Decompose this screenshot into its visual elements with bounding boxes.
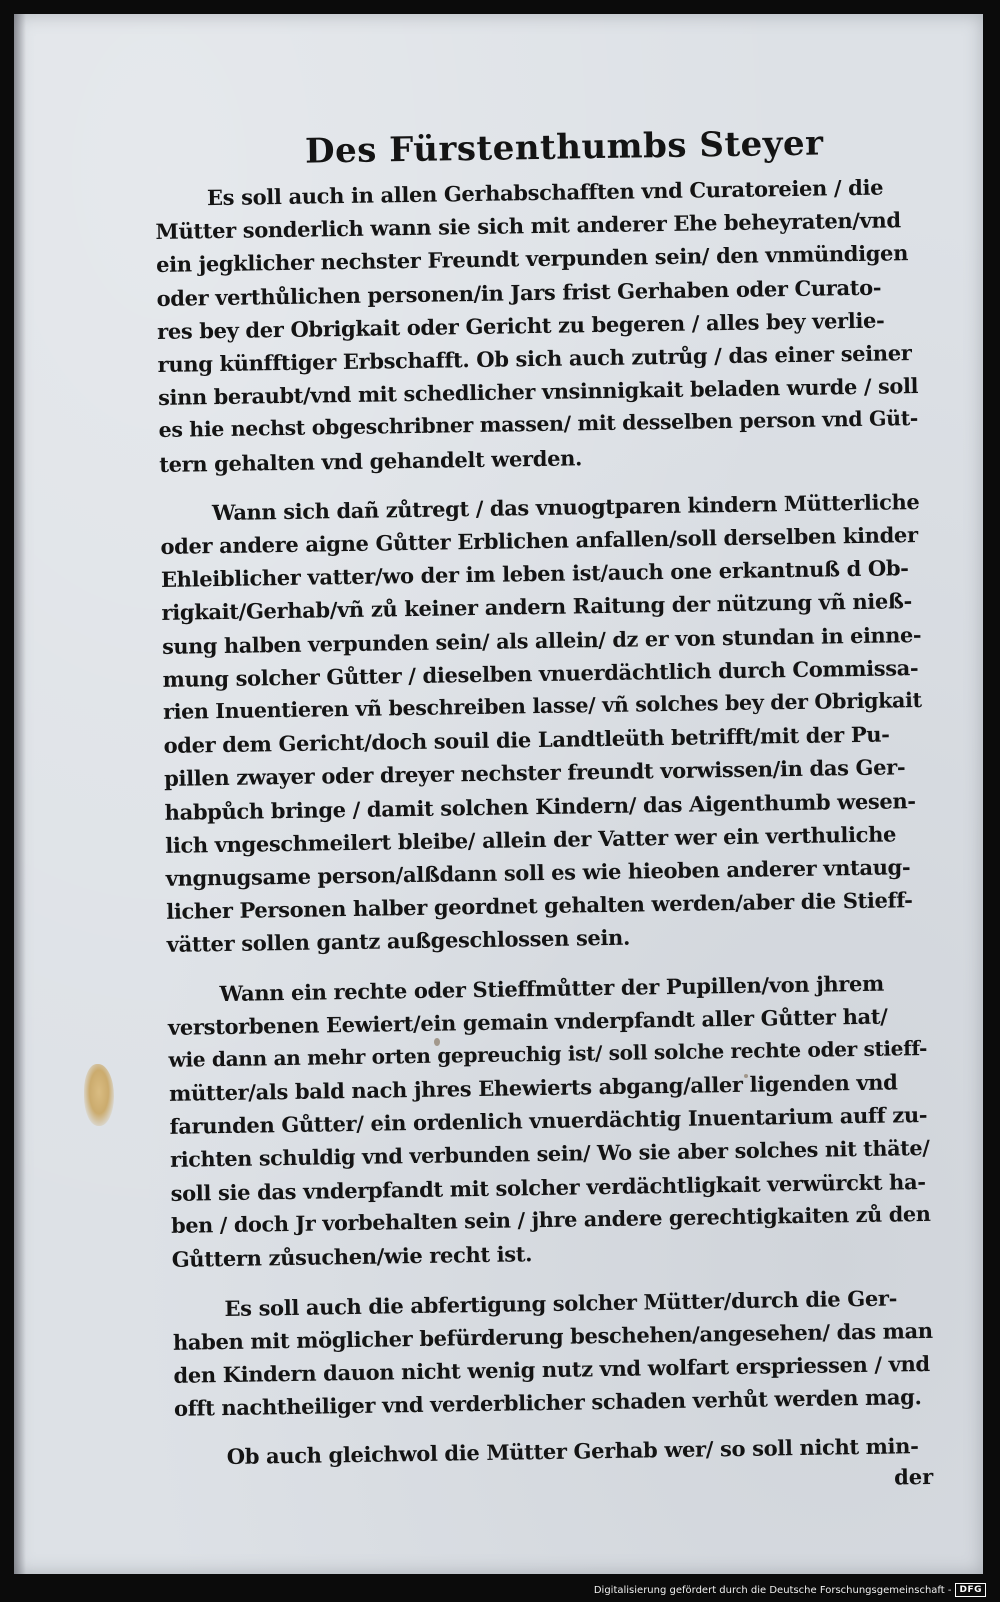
text-line: res bey der Obrigkait oder Gericht zu begeren / alles bey verlie- <box>156 307 885 344</box>
text-line: sung halben verpunden sein/ als allein/ dz er von stundan in einne- <box>161 621 922 659</box>
text-line: Ehleiblicher vatter/wo der im leben ist/auch one erkantnuß d Ob- <box>160 555 909 593</box>
text-line: Ob auch gleichwol die Mütter Gerhab wer/ so soll nicht min- <box>226 1433 919 1470</box>
text-line: wie dann an mehr orten gepreuchig ist/ soll solche rechte oder stieff- <box>168 1036 928 1072</box>
paragraph <box>155 170 920 481</box>
text-line: rien Inuentieren vñ beschreiben lasse/ vñ solches bey der Obrigkait <box>162 688 922 724</box>
text-line: mütter/als bald nach jhres Ehewierts abgang/aller ligenden vnd <box>168 1069 898 1107</box>
text-line: verstorbenen Eewiert/ein gemain vnderpfandt aller Gůtter hat/ <box>167 1003 888 1040</box>
text-line: es hie nechst obgeschribner massen/ mit desselben person vnd Güt- <box>158 406 919 443</box>
text-line: ben / doch Jr vorbehalten sein / jhre andere gerechtigkaiten zů den <box>170 1202 931 1238</box>
text-line: pillen zwayer oder dreyer nechster freundt vorwissen/in das Ger- <box>163 754 906 792</box>
text-line: oder andere aigne Gůtter Erblichen anfallen/soll derselben kinder <box>160 522 918 559</box>
text-line: lich vngeschmeilert bleibe/ allein der Vatter wer ein verthuliche <box>165 821 897 858</box>
text-line: ein jegklicher nechster Freundt verpunden sein/ den vnmündigen <box>155 240 909 278</box>
text-line: sinn beraubt/vnd mit schedlicher vnsinnigkait beladen wurde / soll <box>157 373 919 411</box>
text-line: offt nachtheiliger vnd verderblicher schaden verhůt werden mag. <box>173 1384 922 1421</box>
text-line: rigkait/Gerhab/vñ zů keiner andern Raitung der nützung vñ nieß- <box>161 588 913 626</box>
text-line: oder verthůlichen personen/in Jars frist Gerhaben oder Curato- <box>156 274 882 311</box>
page-text <box>154 120 935 1502</box>
paragraph <box>160 485 927 962</box>
text-line: Wann sich dañ zůtregt / das vnuogtparen kindern Mütterliche <box>211 488 920 525</box>
digitization-footer <box>594 1579 986 1601</box>
text-line: Mütter sonderlich wann sie sich mit anderer Ehe beheyraten/vnd <box>155 207 901 245</box>
funding-credit: Digitalisierung gefördert durch die Deutsche Forschungsgemeinschaft - <box>593 1584 952 1596</box>
paragraph <box>167 966 932 1277</box>
text-line: vngnugsame person/alßdann soll es wie hieoben anderer vntaug- <box>165 854 911 891</box>
book-page <box>14 14 983 1574</box>
text-line: haben mit möglicher befürderung beschehen/angesehen/ das man <box>172 1317 933 1355</box>
running-header: Des Fürstenthumbs Steyer <box>304 123 824 172</box>
text-line: oder dem Gericht/doch souil die Landtleüth betrifft/mit der Pu- <box>163 721 890 759</box>
text-line: richten schuldig vnd verbunden sein/ Wo sie aber solches nit thäte/ <box>169 1135 930 1172</box>
paper-stain <box>84 1064 114 1126</box>
text-line: den Kindern dauon nicht wenig nutz vnd wolfart erspriessen / vnd <box>173 1350 930 1388</box>
binding-shadow <box>14 14 26 1574</box>
text-line: rung künfftiger Erbschafft. Ob sich auch zutrůg / das einer seiner <box>157 340 912 377</box>
text-line: farunden Gůtter/ ein ordenlich vnuerdächtig Inuentarium auff zu- <box>169 1102 928 1140</box>
text-line: vätter sollen gantz außgeschlossen sein. <box>166 925 631 958</box>
paragraph <box>172 1280 934 1425</box>
text-line: soll sie das vnderpfandt mit solcher verdächtligkait verwürckt ha- <box>170 1168 926 1206</box>
text-line: licher Personen halber geordnet gehalten werden/aber die Stieff- <box>166 887 913 925</box>
text-line: mung solcher Gůtter / dieselben vnuerdächtlich durch Commissa- <box>162 654 919 692</box>
text-line: Es soll auch in allen Gerhabschafften vnd Curatoreien / die <box>206 174 884 211</box>
text-line: tern gehalten vnd gehandelt werden. <box>159 444 583 477</box>
text-line: Wann ein rechte oder Stieffmůtter der Pupillen/von jhrem <box>219 970 885 1006</box>
catchword: der <box>893 1463 934 1490</box>
text-line: Gůttern zůsuchen/wie recht ist. <box>171 1241 533 1273</box>
text-line: habpůch bringe / damit solchen Kindern/ das Aigenthumb wesen- <box>164 787 916 825</box>
dfg-logo-icon: DFG <box>955 1583 986 1597</box>
text-line: Es soll auch die abfertigung solcher Mütter/durch die Ger- <box>224 1284 898 1321</box>
